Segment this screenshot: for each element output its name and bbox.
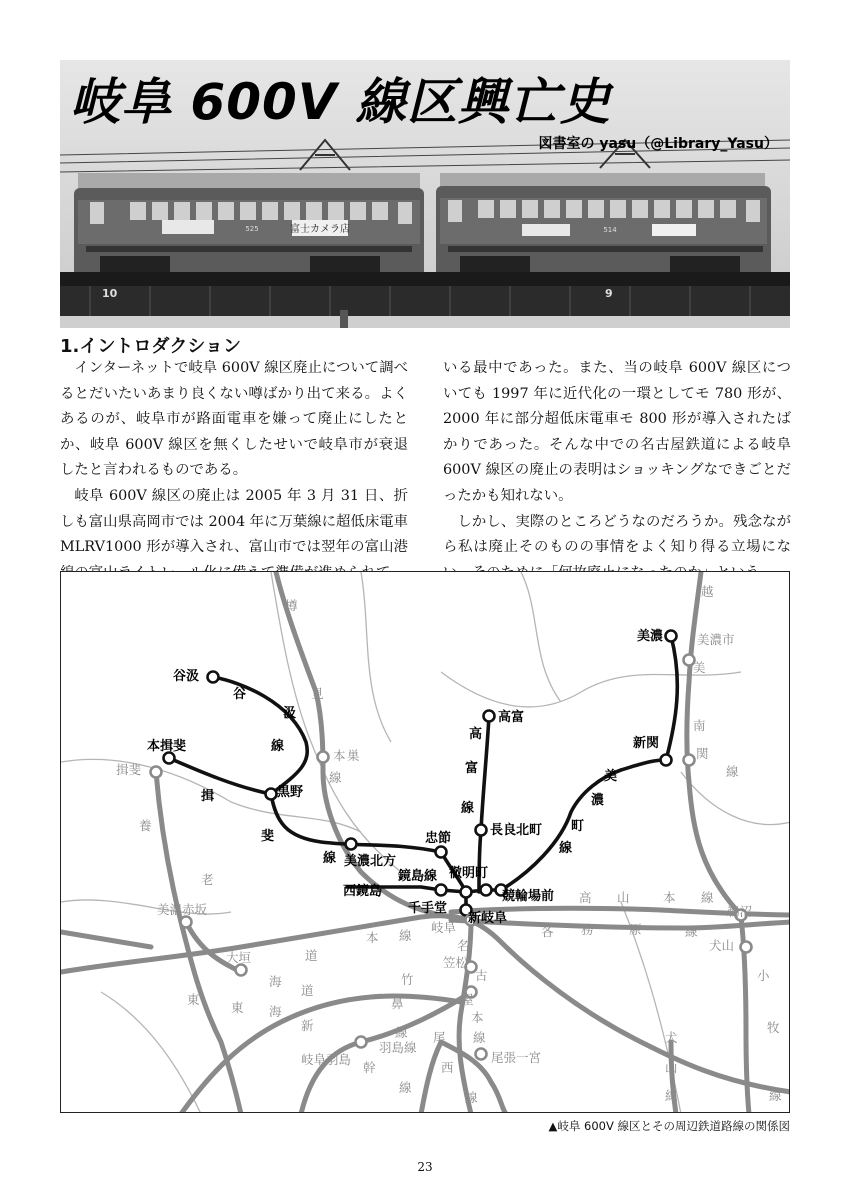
mino-line-label: 美 bbox=[604, 769, 618, 784]
kakamigahara-line-label: 各 bbox=[541, 924, 554, 939]
station-tadakushi: 忠節 bbox=[425, 831, 452, 846]
jr-station-minoakasaka: 美濃赤坂 bbox=[157, 902, 208, 917]
paragraph: いる最中であった。また、当の岐阜 600V 線区についても 1997 年に近代化の一環としてモ 780 形が、2000 年に部分超低床電車モ 800 形が導入されたばかりであった。そんな中での名古屋鉄道による岐阜 600V 線区の廃止の表明はショッキングなできごとだったかも知れない。 bbox=[443, 360, 791, 504]
inuyama-line-label: 犬 bbox=[665, 1030, 678, 1045]
kakamigahara-line-label: 線 bbox=[685, 924, 698, 939]
ibi-line-label: 揖 bbox=[201, 789, 215, 804]
station-shinseki: 新関 bbox=[633, 736, 660, 751]
shinkansen-label: 線 bbox=[399, 1080, 412, 1095]
station-senteido: 千手堂 bbox=[408, 901, 448, 916]
tarumi-line-label: 樽 bbox=[285, 598, 298, 613]
takehana-line-label: 線 bbox=[395, 1025, 408, 1040]
hashima-line-label: 羽島線 bbox=[379, 1040, 417, 1055]
bisai-line-label: 西 bbox=[441, 1060, 454, 1075]
shinkansen-label: 海 bbox=[269, 1004, 282, 1019]
tarumi-line-label: 見 bbox=[311, 686, 324, 701]
jr-station-gifu: 岐阜 bbox=[431, 920, 457, 935]
station-nagarakitamachi: 長良北町 bbox=[490, 823, 543, 838]
takayama-line-label: 本 bbox=[663, 890, 676, 905]
tram-ad-text: 富士カメラ店 bbox=[290, 224, 350, 235]
station-shingifu: 新岐阜 bbox=[468, 911, 508, 926]
tokaido-line-label: 東 bbox=[187, 992, 200, 1007]
honsu-line-label: 巣 bbox=[347, 748, 360, 763]
station-gifuhashima: 岐阜羽島 bbox=[301, 1052, 352, 1067]
author-byline: 図書室の yasu（@Library_Yasu） bbox=[538, 136, 778, 152]
ibi-line-label: 斐 bbox=[261, 829, 275, 844]
takayama-line-label: 線 bbox=[701, 890, 714, 905]
station-tanigumi: 谷汲 bbox=[173, 669, 200, 684]
takatomi-line-label: 富 bbox=[465, 761, 479, 776]
station-owariichinomiya: 尾張一宮 bbox=[491, 1050, 542, 1065]
station-minokitakata: 美濃北方 bbox=[344, 854, 397, 869]
paragraph: しかし、実際のところどうなのだろうか。残念ながら私は廃止そのものの事情をよく知り得る立場にな bbox=[443, 513, 791, 556]
takehana-line-label: 竹 bbox=[401, 972, 414, 987]
tanigumi-line-label: 汲 bbox=[283, 706, 297, 721]
mino-line-label: 町 bbox=[571, 819, 585, 834]
tanigumi-line-label: 線 bbox=[271, 739, 285, 754]
meitetsu-line-label: 古 bbox=[475, 968, 488, 983]
tram-number-right: 514 bbox=[603, 226, 617, 234]
station-keirinjomae: 競輪場前 bbox=[502, 889, 555, 904]
takayama-line-label: 高 bbox=[579, 890, 592, 905]
pier-number-left: 10 bbox=[102, 287, 118, 300]
etsumi-line-label: 線 bbox=[726, 764, 739, 779]
figure-caption: ▲岐阜 600V 線区とその周辺鉄道路線の関係図 bbox=[548, 1119, 790, 1133]
station-kurono: 黒野 bbox=[277, 785, 304, 800]
text-column-left bbox=[60, 356, 408, 586]
tokaido-line-label: 海 bbox=[269, 974, 282, 989]
honsu-line-label: 本 bbox=[333, 748, 346, 763]
mino-line-label: 線 bbox=[559, 841, 573, 856]
etsumi-line-label: 美 bbox=[693, 660, 706, 675]
jr-station-ibi: 揖斐 bbox=[116, 762, 142, 777]
station-nishiginan: 西鏡島 bbox=[343, 884, 383, 899]
station-honibi: 本揖斐 bbox=[147, 739, 187, 754]
bisai-line-label: 尾 bbox=[433, 1030, 446, 1045]
section-heading: 1.イントロダクション bbox=[60, 336, 242, 357]
station-unuma: 鵜沼 bbox=[727, 904, 753, 919]
inuyama-line-label: 線 bbox=[665, 1088, 678, 1103]
station-takatomi: 高富 bbox=[498, 710, 525, 725]
komaki-line-label: 牧 bbox=[767, 1020, 780, 1035]
tanigumi-line-label: 谷 bbox=[233, 687, 247, 702]
station-kasamatsu: 笠松 bbox=[443, 955, 469, 970]
station-mino: 美濃 bbox=[637, 629, 664, 644]
tokaido-line-label: 線 bbox=[399, 928, 412, 943]
kakamigahara-line-label: 務 bbox=[581, 922, 594, 937]
shinkansen-label: 幹 bbox=[363, 1060, 376, 1075]
etsumi-line-label: 関 bbox=[696, 746, 709, 761]
station-inuyama: 犬山 bbox=[709, 938, 735, 953]
takayama-line-label: 山 bbox=[617, 890, 630, 905]
etsumi-line-label: 南 bbox=[693, 718, 706, 733]
shinkansen-label: 東 bbox=[231, 1000, 244, 1015]
inuyama-line-label: 山 bbox=[665, 1060, 678, 1075]
meitetsu-line-label: 線 bbox=[473, 1030, 486, 1045]
paragraph: インターネットで岐阜 600V 線区廃止について調べるとだいたいあまり良くない噂ばかり出て来る。よくあるのが、岐阜市が路面電車を嫌って廃止にしたとか、岐阜 600V 線区を無くしたせいで岐阜市が衰退したと言われるものである。 bbox=[60, 360, 408, 479]
railway-map bbox=[60, 571, 790, 1113]
yoro-line-label: 養 bbox=[139, 818, 152, 833]
pier-number-right: 9 bbox=[605, 287, 613, 300]
mino-line-label: 濃 bbox=[591, 793, 605, 808]
tokaido-line-label: 本 bbox=[366, 930, 379, 945]
takehana-line-label: 鼻 bbox=[391, 996, 404, 1011]
station-tetsumeicho: 徹明町 bbox=[449, 866, 489, 881]
text-column-right bbox=[443, 356, 791, 586]
bisai-line-label: 線 bbox=[465, 1090, 478, 1105]
jr-station-minoshi: 美濃市 bbox=[697, 632, 735, 647]
honsu-line-label: 線 bbox=[329, 770, 342, 785]
tokaido-line-label: 道 bbox=[305, 948, 318, 963]
takatomi-line-label: 高 bbox=[469, 727, 483, 742]
ginan-line-label: 鏡島線 bbox=[398, 869, 438, 884]
komaki-line-label: 小 bbox=[757, 968, 770, 983]
takatomi-line-label: 線 bbox=[461, 801, 475, 816]
page-number: 23 bbox=[417, 1160, 433, 1174]
jr-station-ogaki: 大垣 bbox=[226, 950, 252, 965]
yoro-line-label: 老 bbox=[201, 872, 214, 887]
etsumi-line-label: 越 bbox=[701, 584, 714, 599]
map-canvas bbox=[61, 572, 790, 1113]
shinkansen-label: 新 bbox=[301, 1018, 314, 1033]
ibi-line-label: 線 bbox=[323, 851, 337, 866]
meitetsu-line-label: 屋 bbox=[461, 992, 474, 1007]
kakamigahara-line-label: 原 bbox=[629, 922, 642, 937]
paragraph: 岐阜 600V 線区の廃止は 2005 年 3 月 31 日、折しも富山県高岡市では 2004 年に万葉線に超低床電車 MLRV1000 形が導入され、富山市では翌年の富山港 bbox=[60, 487, 408, 556]
meitetsu-line-label: 名 bbox=[457, 938, 470, 953]
komaki-line-label: 線 bbox=[769, 1088, 782, 1103]
meitetsu-line-label: 本 bbox=[471, 1010, 484, 1025]
page-title: 岐阜 600V 線区興亡史 bbox=[70, 73, 611, 131]
tram-number-left: 525 bbox=[245, 225, 259, 233]
shinkansen-label: 道 bbox=[301, 983, 314, 998]
